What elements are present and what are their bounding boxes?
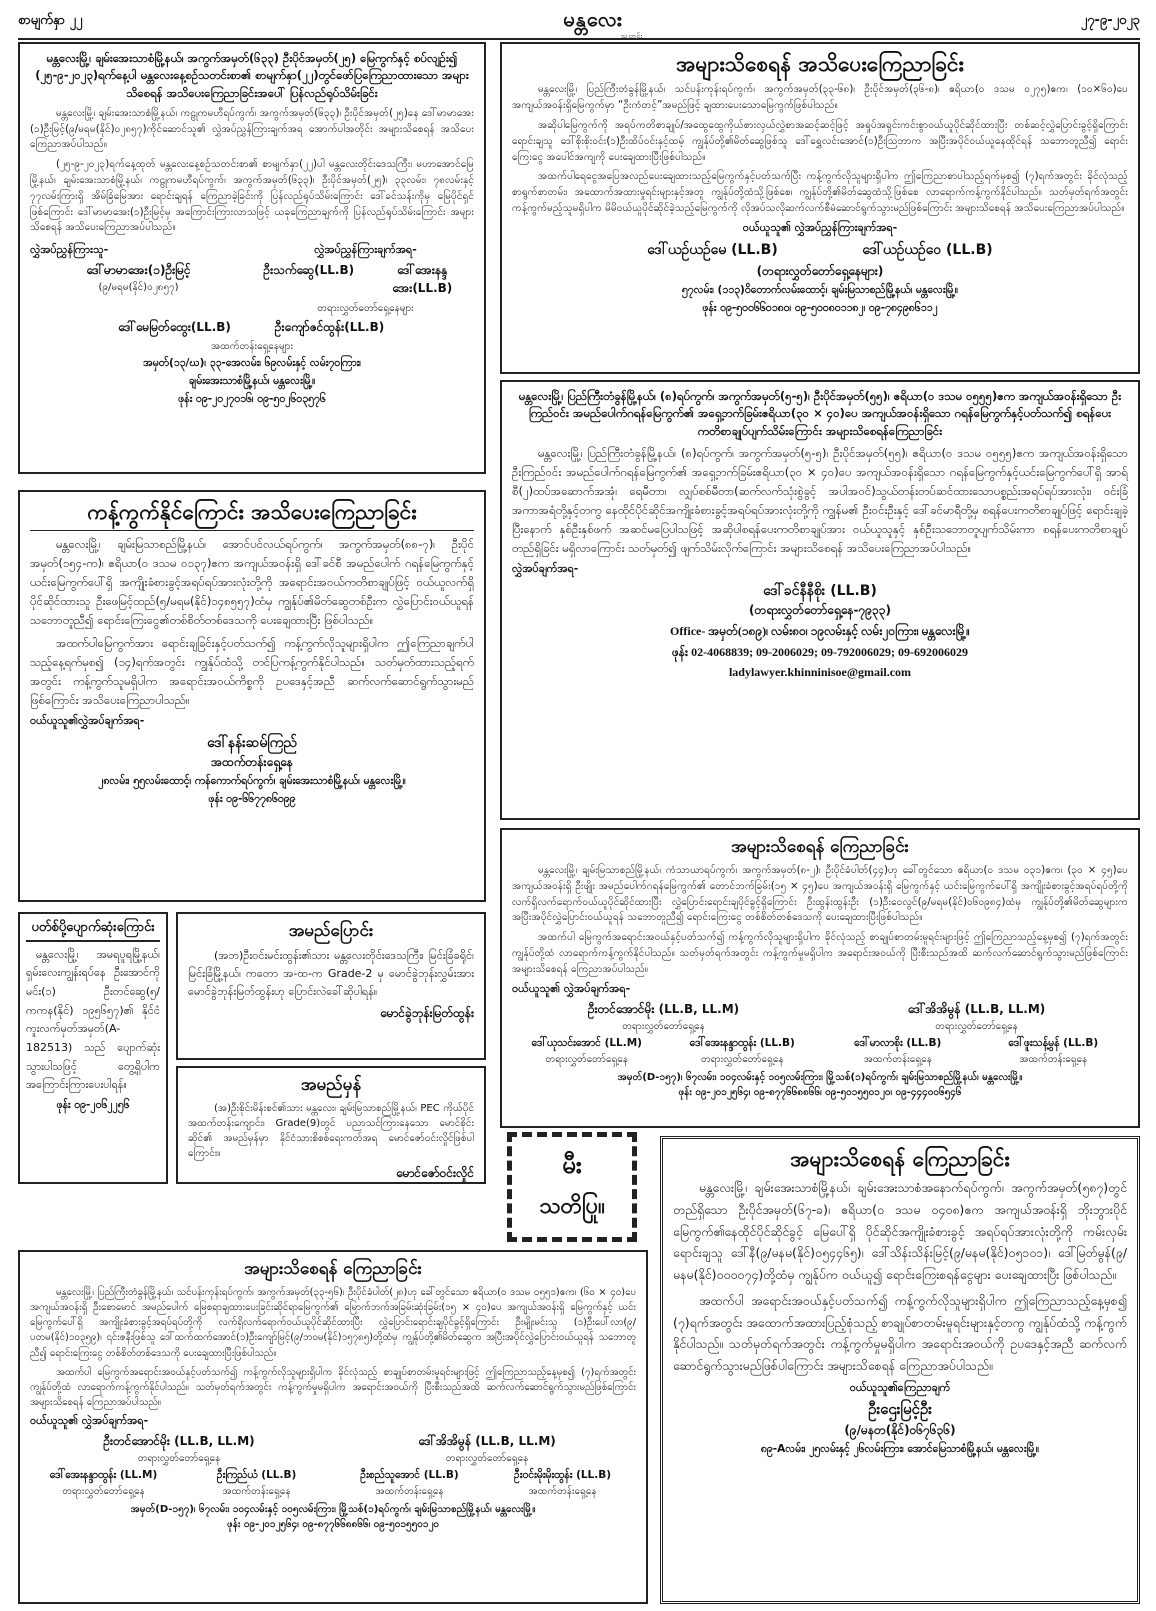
lawyer-title: အထက်တန်းရှေ့နေ: [528, 1486, 597, 1498]
phone-number: ဖုန်း ၀၉-၂၀၂၇၀၁၆၊ ၀၉-၅၀၂၆၀၃၅၇၆: [178, 393, 326, 406]
signature-label: ဝယ်ယူသူ၏ လွှဲအပ်ချက်အရ-: [30, 1414, 149, 1428]
lawyer-title: တရားလွှတ်တော်ရှေ့နေ: [701, 1053, 784, 1065]
logo-subtext: သတင်း: [620, 32, 643, 40]
notice-public-1: [500, 42, 1140, 374]
notice-contract-cancel: [500, 380, 1140, 820]
office-address: အမှတ်(D-၁၅၇)၊ ၆၇လမ်း၊ ၁၀၄လမ်းနှင့် ၁၀၅လမ်းကြား၊ မြို့သစ်(၁)ရပ်ကွက်၊ ချမ်းမြသာစည်မြို့နယ်၊ မန္တလေးမြို့။: [617, 1071, 1023, 1083]
lawyer-name: ဒေါ်အိအိမွန် (LL.B, LL.M): [418, 1434, 556, 1449]
notice-body: အထက်ပါ မြေကွက်အရောင်းအဝယ်နှင့်ပတ်သက်၍ ကန့်ကွက်လိုသူများရှိပါက ခိုင်လုံသည့် စာချုပ်စာတမ်းမူရင်းများဖြင့် ဤကြေညာသည့်နေ့မှစ၍ (၇)ရက်အတွင်း ကျွန်ုပ်တို့ထံ လာရောက်ကန့်ကွက်နိုင်ပါသည်။ သတ်မှတ်ရက်အတွင်း ကန့်ကွက်မှုမရှိပါက အရောင်းအဝယ်ကို ပြီးစီးသည်အထိ ဆက်လက်ဆောင်ရွက်သွားမည်ဖြစ်ကြောင်း အများသိစေရန် ကြေညာအပ်ပါသည်။: [30, 1366, 636, 1409]
notice-body: မန္တလေးမြို့၊ ချမ်းမြသာစည်မြို့နယ်၊ အောင်ပင်လယ်ရပ်ကွက်၊ အကွက်အမှတ်(၈၈-၇)၊ ဦးပိုင်အမှတ်(၁၅၄-က)၊ ဧရိယာ(၀ ဒသမ ၀၁၃၇)ဧက အကျယ်အဝန်းရှိ ဒေါ်ခင်စီ အမည်ပေါက် ဂရန်မြေကွက်နှင့် ယင်းမြေကွက်ပေါ်ရှိ အကျိုးခံစားခွင့်အရပ်ရပ်အားလုံးတို့ကို အရောင်းအဝယ်ကတိစာချုပ်ဖြင့် ဝယ်ယူလက်ရှိပိုင်ဆိုင်ထားသူ ဦးဖေမြင့်ထည်(၅/မရမ(နိုင်)၁၄၈၅၅၇)ထံမှ ကျွန်ုပ်၏မိတ်ဆွေတစ်ဦးက လွှဲပြောင်းဝယ်ယူရန်သဘောတူညီ၍ ရောင်းကြေးငွေ၏တစ်စိတ်တစ်ဒေသကို ပေးချေထားပြီး ဖြစ်ပါသည်။: [30, 537, 474, 628]
office-address: အမှတ်(၁၃/ဃ)၊ ၃၃-အေလမ်း၊ ၆၉လမ်းနှင့် လမ်း၇၀ကြား၊: [143, 357, 361, 370]
stamp-line: သတိပြု။: [539, 1194, 605, 1219]
lawyer-name: ဒေါ်ယုသင်းအောင် (LL.M): [531, 1036, 642, 1049]
newspaper-logo: [523, 6, 663, 40]
lawyer-title: အထက်တန်းရှေ့နေ: [211, 755, 293, 770]
lawyer-name: ဒေါ်ယဉ်ယဉ်ဝေ (LL.B): [862, 241, 993, 258]
office-address: အမှတ်(D-၁၅၇)၊ ၆၇လမ်း၊ ၁၀၄လမ်းနှင့် ၁၀၅လမ်းကြား၊ မြို့သစ်(၁)ရပ်ကွက်၊ ချမ်းမြသာစည်မြို့နယ်၊ မန္တလေးမြို့။: [130, 1504, 536, 1516]
lawyer-name: ဦးသက်ဆွေ(LL.B): [263, 263, 355, 278]
lawyer-title: တရားလွှတ်တော်ရှေ့နေ: [445, 1453, 529, 1465]
notice-retraction: [18, 42, 486, 474]
issue-date: ၂၇-၉-၂၀၂၃: [1080, 13, 1140, 28]
signature-label: ဝယ်ယူသူ၏ လွှဲအပ်ညွှန်ကြားချက်အရ-: [742, 220, 898, 234]
phone-number: ဖုန်း ၀၉-၂၀၆၂၂၅၆: [56, 1099, 130, 1112]
signatory-name: ဦးဌေးမြင့်ဦး: [868, 1399, 932, 1418]
email-address: ladylawyer.khinninisoe@gmail.com: [728, 664, 912, 679]
lawyer-name: ဒေါ်နန်းဆမ်ကြည်: [207, 735, 297, 752]
lawyer-title: တရားလွှတ်တော်ရှေ့နေ: [62, 1486, 145, 1498]
notice-title: ကန့်ကွက်နိုင်ကြောင်း အသိပေးကြေညာခြင်း: [87, 500, 417, 524]
lawyer-title: အထက်တန်းရှေ့နေ: [863, 1053, 932, 1065]
page-header: [18, 6, 1140, 40]
notice-body: မန္တလေးမြို့၊ ချမ်းမြသာစည်မြို့နယ်၊ ကံသာယာရပ်ကွက်၊ အကွက်အမှတ်(၈-၂)၊ ဦးပိုင်ခံပါတ်(၄၄)ဟု ခေါ်တွင်သော ဧရိယာ(၀ ဒသမ ၀၃၁)ဧက၊ (၃၀ × ၄၅)ပေ အကျယ်အဝန်းရှိ ဦးဖျိုး အမည်ပေါက်ဂရန်မြေကွက်၏ တောင်ဘက်ခြမ်း(၁၅ × ၄၅)ပေ အကျယ်အဝန်းရှိ မြေကွက်နှင့် ယင်းမြေကွက်ပေါ်ရှိ အကျိုးခံစားခွင့်အရပ်ရပ်တို့ကို လက်ရှိလက်ရောက်ဝယ်ယူပိုင်ဆိုင်ထားပြီး လွှဲပြောင်းရောင်းချပိုင်ခွင့်ရှိကြောင်း ဦးထွန်းထွန်းဦး (၁)ဦးဝေလွင်(၉/မရမ(နိုင်)၀၆၀၉၈၄)ထံမှ ကျွန်ုပ်တို့၏မိတ်ဆွေများက အပြီးအပိုင်လွှဲပြောင်းဝယ်ယူရန် သဘောတူညီ၍ ရောင်းကြေးငွေ တစ်စိတ်တစ်ဒေသကို ပေးချေထားပြီးဖြစ်ပါသည်။: [512, 864, 1128, 924]
signatory-name: မောင်ဇော်ဝင်းလှိုင်: [396, 1165, 474, 1180]
office-address: ၅၇လမ်း၊ (၁၁၃)ဝိတောက်လမ်းထောင့်၊ ချမ်းမြသာစည်မြို့နယ်၊ မန္တလေးမြို့။: [681, 283, 959, 296]
lawyer-name: ဦးစည်သူအောင် (LL.B): [360, 1469, 459, 1482]
notice-body: အထက်ပါမြေကွက်အား ရောင်းချခြင်းနှင့်ပတ်သက်၍ ကန့်ကွက်လိုသူများရှိပါက ဤကြေညာချက်ပါသည့်နေ့ရက်မှစ၍ (၁၄)ရက်အတွင်း ကျွန်ုပ်ထံသို့ တင်ပြကန့်ကွက်နိုင်ပါသည်။ သတ်မှတ်ထားသည့်ရက်အတွင်း ကန့်ကွက်သူမရှိပါက အရောင်းအဝယ်ကိစ္စကို ဥပဒေနှင့်အညီ ဆက်လက်ဆောင်ရွက်သွားမည်ဖြစ်ကြောင်း အသိပေးကြေညာပါသည်။: [30, 636, 474, 708]
notice-objection: [18, 490, 486, 902]
lawyer-name: ဦးကြည်ယံ (LL.B): [216, 1469, 297, 1482]
fire-caution-stamp: [507, 1132, 637, 1242]
notice-body: အထက်ပါရေငွေအပြေအလည်ပေးချေထားသည့်မြေကွက်နှင့်ပတ်သက်ပြီး ကန့်ကွက်လိုသူများရှိပါက ဤကြေညာစာပါသည့်ရက်မှစ၍ (၇)ရက်အတွင်း ခိုင်လုံသည့်စာရွက်စာတမ်း၊ အထောက်အထားမှုရင်းများနှင့်အတူ ကျွန်ုပ်တို့ထံသို့ဖြစ်စေ၊ ကျွန်ုပ်တို့၏မိတ်ဆွေထံသို့ဖြစ်စေ လာရောက်ကန့်ကွက်နိုင်ပါသည်။ သတ်မှတ်ရက်အတွင်း ကန့်ကွက်မည့်သူမရှိပါက မိမိဝယ်ယူပိုင်ဆိုင်ခဲ့သည့်မြေကွက်ကို လိုအပ်သလိုဆက်လက်စီမံဆောင်ရွက်သွားမည်ဖြစ်ကြောင်း အများသိစေရန် အသိပေးကြေညာအပ်ပါသည်။: [512, 171, 1128, 215]
notice-title: အများသိစေရန် အသိပေးကြေညာခြင်း: [676, 52, 964, 76]
signature-label: ဝယ်ယူသူ၏ လွှဲအပ်ချက်အရ-: [512, 981, 631, 995]
notice-title: အမည်ပြောင်း: [288, 921, 374, 941]
phone-number: ဖုန်း 02-4068839; 09-2006029; 09-792006029; 09-692006029: [671, 644, 969, 659]
signature-block: [30, 240, 474, 316]
notice-body: (အဘ)ဦးဝင်းမင်းထွန်း၏သား မန္တလေးတိုင်းဒေသကြီး၊ မြင်းခြံခရိုင်၊ မြင်းခြံမြို့နယ်၊ ကတော အ-ထ-က Grade-2 မှ မောင်ခွဲဘုန်းလွှမ်းအား မောင်ခွဲဘုန်းမြတ်ထွန်းဟု ပြောင်းလဲခေါ်ဆိုပါရန်။: [188, 948, 474, 999]
notice-body: အထက်ပါ မြေကွက်အရောင်းအဝယ်နှင့်ပတ်သက်၍ ကန့်ကွက်လိုသူများရှိပါက ခိုင်လုံသည့် စာချုပ်စာတမ်းမူရင်းများဖြင့် ဤကြေညာသည့်နေ့မှစ၍ (၇)ရက်အတွင်း ကျွန်ုပ်တို့ထံ လာရောက်ကန့်ကွက်နိုင်ပါသည်။ သတ်မှတ်ရက်အတွင်း ကန့်ကွက်မှုမရှိပါက အရောင်းအဝယ်ကို ပြီးစီးသည်အထိ ဆက်လက်ဆောင်ရွက်သွားမည်ဖြစ်ကြောင်း အများသိစေရန် ကြေညာအပ်ပါသည်။: [512, 932, 1128, 975]
notice-body: မန္တလေးမြို့၊ အမရပူရမြို့နယ်၊ ရှမ်းလေးကျွန်းရပ်နေ ဦးအောင်ကိုမင်း(၁) ဦးတင်ဆွေ(၅/ကကန(နိုင်) ၁၉၅၆၅၇)၏ နိုင်ငံကူးလက်မှတ်အမှတ်(A-182513) သည် ပျောက်ဆုံးသွားပါသဖြင့် တွေ့ရှိပါကအကြောင်းကြားပေးပါရန်။: [26, 947, 160, 1092]
signature-label: ဝယ်ယူသူ၏ကြေညာချက်: [849, 1380, 951, 1394]
notice-title: အမည်မှန်: [300, 1075, 362, 1095]
signatory-name: မောင်ခွဲဘုန်းမြတ်ထွန်း: [380, 1006, 474, 1021]
lawyer-title: တရားလွှတ်တော်ရှေ့နေ: [137, 1453, 221, 1465]
lawyer-name: ဒေါ်အိအိမွန် (LL.B, LL.M): [907, 1001, 1046, 1016]
notice-heading: မန္တလေးမြို့၊ ပြည်ကြီးတံခွန်မြို့နယ်၊ (၈)ရပ်ကွက်၊ အကွက်အမှတ်(၅-၅)၊ ဦးပိုင်အမှတ်(၅၅)၊ ဧရိယာ(၀ ဒသမ ၀၅၅၅)ဧက အကျယ်အဝန်းရှိသော ဦးကြည်ဝင်း အမည်ပေါက်ဂရန်မြေကွက်၏ အရှေ့ဘက်ခြမ်းဧရိယာ(၃၀ × ၄၀)ပေ အကျယ်အဝန်းရှိသော ဂရန်မြေကွက်နှင့်ပတ်သက်၍ စရန်ပေးကတိစာချုပ်ပျက်သိမ်းကြောင်း အများသိစေရန်ကြေညာခြင်း: [518, 389, 1122, 438]
lawyer-name: ဦးကျော်ဇင်ထွန်း(LL.B): [274, 320, 385, 335]
office-address: Office- အမှတ်(၁၈၉)၊ လမ်း၈၀၊ ၁၉လမ်းနှင့် လမ်း၂၀ကြား၊ မန္တလေးမြို့။: [670, 623, 970, 638]
notice-body: မန္တလေးမြို့၊ ချမ်းအေးသာစံမြို့နယ်၊ ချမ်းအေးသာစံအနောက်ရပ်ကွက်၊ အကွက်အမှတ်(၅၈၇)တွင် တည်ရှိသော ဦးပိုင်အမှတ်(၆၇-ခ)၊ ဧရိယာ(၀ ဒသမ ၀၄၀၈)ဧက အကျယ်အဝန်းရှိ ဘိုးဘွားပိုင်မြေကွက်၏နေထိုင်ပိုင်ဆိုင်ခွင့် မြေပေါ်ရှိ ပိုင်ဆိုင်အကျိုးခံစားခွင့် အရပ်ရပ်အားလုံးတို့ကို ကမ်းလှမ်းရောင်းချသူ ဒေါ်နီ(၉/မနမ(နိုင်)၀၅၄၄၆၅)၊ ဒေါ်သိန်းသိန်းမြင့်(၉/မနမ(နိုင်)၀၅၁၀၁)၊ ဒေါ်မြတ်မွန်(၉/မနမ(နိုင်)၀၀၀၀၇၄)တို့ထံမှ ကျွန်ုပ်က ဝယ်ယူ၍ ရောင်းကြေးစရန်ငွေများ ပေးချေထားပြီး ဖြစ်ပါသည်။: [673, 1180, 1127, 1283]
notice-public-4: [18, 1250, 648, 1604]
signatory-nrc: (၉/မနတ(နိုင်)၀၆၇၆၃၆): [844, 1422, 956, 1437]
office-address: ၂၈လမ်း၊ ၅၅လမ်းထောင့်၊ ကန်ကောက်ရပ်ကွက်၊ ချမ်းအေးသာစံမြို့နယ်၊ မန္တလေးမြို့။: [98, 775, 406, 788]
lawyer-title: အထက်တန်းရှေ့နေ: [375, 1486, 444, 1498]
lawyer-name: ဦးတင်အောင်မိုး (LL.B, LL.M): [587, 1001, 740, 1016]
notice-title: ပတ်စ်ပို့ပျောက်ဆုံးကြောင်း: [26, 919, 160, 942]
notice-public-3: [660, 1136, 1140, 1604]
lawyer-name: ဒေါ်အေးနန္ဒအေး(LL.B): [392, 263, 453, 296]
lawyer-title: အထက်တန်းရှေ့နေ: [222, 1486, 291, 1498]
office-address: ချမ်းအေးသာစံမြို့နယ်၊ မန္တလေးမြို့။: [188, 375, 316, 388]
notice-body: မန္တလေးမြို့၊ ချမ်းအေးသာစံမြို့နယ်၊ ကဠုကမဟီရပ်ကွက်၊ အကွက်အမှတ်(၆၃၃)၊ ဦးပိုင်အမှတ်(၂၅)နေ ဒေါ်မာမာအေး (၁)ဦးမြင့်(၉/မရမ(နိုင်)၀၂၈၅၇)ကိုင်ဆောင်သူ၏ လွှဲအပ်ညွှန်ကြားချက်အရ အောက်ပါအတိုင်း အများသိစေရန် အသိပေးကြေညာအပ်ပါသည်။: [30, 107, 474, 151]
lawyer-name: ဒေါ်ယဉ်ယဉ်မေ (LL.B): [647, 241, 778, 258]
signature-label: လွှဲအပ်ညွှန်ကြားသူ-: [30, 243, 109, 257]
phone-number: ဖုန်း ၀၉-၅၀၀၆၆၀၁၈၀၊ ၀၉-၅၀၀၈၀၁၁၈၂၊ ၀၉-၇၈၄၉၈၆၁၁၂: [702, 301, 938, 314]
notice-body: မန္တလေးမြို့၊ ပြည်ကြီးတံခွန်မြို့နယ်၊ (၈)ရပ်ကွက်၊ အကွက်အမှတ်(၅-၅)၊ ဦးပိုင်အမှတ်(၅၅)၊ ဧရိယာ(၀ ဒသမ ၀၅၅၅)ဧက အကျယ်အဝန်းရှိသော ဦးကြည်ဝင်း အမည်ပေါက်ဂရန်မြေကွက်၏ အရှေ့ဘက်ခြမ်းဧရိယာ(၃၀ × ၄၀)ပေ အကျယ်အဝန်းရှိသော ဂရန်မြေကွက်နှင့်ယင်းမြေကွက်ပေါ်ရှိ အာရ်စီ(၂)ထပ်အဆောက်အအုံ၊ ရေမီတာ၊ လျှပ်စစ်မီတာ(ဆက်လက်သုံးစွဲခွင့် အပါအဝင်)သွယ်တန်းတပ်ဆင်ထားသောပစ္စည်းအရပ်ရပ်အားလုံး၊ ဝင်းခြံအကာအရံတို့နှင့်တကွ နေထိုင်ပိုင်ဆိုင်အကျိုးခံစားခွင့်အရပ်ရပ်အားလုံးတို့ကို ကျွန်မ၏ ဦးဝင်းဦးနှင့် ဒေါ်ခင်မာရီတို့မှ စရန်ပေးကတိစာချုပ်ဖြင့် ရောင်းချခဲ့ပြီးနောက် နှစ်ဦးနှစ်ဖက် အဆင်မပြေပါသဖြင့် အဆိုပါစရန်ပေးကတိစာချုပ်အား ဝယ်ယူသူနှင့် နှစ်ဦးသဘောတူပျက်သိမ်းကာ စရန်ပေးကတိစာချုပ်တည်ရှိခြင်း မရှိလာကြောင်း သတ်မှတ်၍ ဖျက်သိမ်းလိုက်ကြောင်း အများသိစေရန် အသိပေးကြေညာအပ်ပါသည်။: [512, 445, 1128, 555]
office-address: ၈၉-Aလမ်း၊ ၂၅လမ်းနှင့် ၂၆လမ်းကြား၊ အောင်မြေသာစံမြို့နယ်၊ မန္တလေးမြို့။: [760, 1442, 1040, 1455]
lawyer-name: ဒေါ်မေမြတ်ထွေး(LL.B): [118, 320, 231, 335]
lawyer-name: ဒေါ်ဖူးသန့်မွန် (LL.B): [1008, 1036, 1099, 1049]
signature-label: လွှဲအပ်ညွှန်ကြားချက်အရ-: [314, 243, 417, 257]
phone-number: ဖုန်း ၀၉-၂၀၁၂၅၆၄၊ ၀၉-၈၇၇၆၆၈၈၆၆၊ ၀၉-၅၀၁၅၅၀၁၂၀၊ ၀၉-၄၄၄၀၀၆၅၄၆: [678, 1086, 962, 1098]
notice-body: အဆိုပါမြေကွက်ကို အရပ်ကတိစာချုပ်/အထွေထွေကိုယ်စားလှယ်လွှဲစာအဆင့်ဆင့်ဖြင့် အရှုပ်အရှင်းကင်းစွာဝယ်ယူပိုင်ဆိုင်ထားပြီး တစ်ဆင့်လွှဲပြောင်းခွင့်ရှိကြောင်း ရောင်းချသူ ဒေါ်စိုးစိုးဝင်း(၁)ဦးထိပ်ဝင်းနှင့်ထမ့် ကျွန်ုပ်တို့၏မိတ်ဆွေဖြစ်သူ ဒေါ်ရွှေလင်းအောင်(၁)ဦးသြဘာက အပြီးအပိုင်ဝယ်ယူနေထိုင်ရန် သဘောတူညီ၍ ရောင်းကြေးငွေ အပေါင်အကျကို ပေးချေထားပြီးဖြစ်ပါသည်။: [512, 119, 1128, 163]
signature-label: ဝယ်ယူသူ၏လွှဲအပ်ချက်အရ-: [30, 714, 145, 728]
lawyer-name: ဒေါ်အေးနန္ဒာထွန်း (LL.B): [689, 1036, 795, 1049]
notice-passport-lost: [18, 912, 168, 1184]
notice-public-2: [500, 828, 1140, 1128]
lawyer-name: ဒေါ်ခင်နီနီစိုး (LL.B): [763, 582, 877, 599]
lawyer-name: ဒေါ်မာလာစိုး (LL.B): [854, 1036, 942, 1049]
lawyer-title: တရားလွှတ်တော်ရှေ့နေ: [622, 1020, 705, 1032]
lawyer-name: ဒေါ်အေးနန္ဒာထွန်း (LL.M): [49, 1469, 158, 1482]
notice-title: အများသိစေရန် ကြေညာခြင်း: [731, 837, 909, 857]
notice-heading: မန္တလေးမြို့၊ ချမ်းအေးသာစံမြို့နယ်၊ အကွက်အမှတ်(၆၃၃) ဦးပိုင်အမှတ်(၂၅) မြေကွက်နှင့် စပ်လျဉ်း၍ (၂၅-၉-၂၀၂၃)ရက်နေ့ပါ မန္တလေးနေ့စဉ်သတင်းစာ၏ စာမျက်နှာ(၂၂)တွင်ဖော်ပြကြေညာထားသော အများသိစေရန် အသိပေးကြေညာခြင်းအပေါ် ပြန်လည်ရုပ်သိမ်းခြင်း: [35, 51, 469, 100]
notice-body: (၂၅-၉-၂၀၂၃)ရက်နေ့ထုတ် မန္တလေးနေ့စဉ်သတင်းစာ၏ စာမျက်နှာ(၂၂)ပါ မန္တလေးတိုင်းဒေသကြီး၊ မဟာအောင်မြေမြို့နယ်၊ ချမ်းအေးသာစံမြို့နယ်၊ ကဠုကမဟီရပ်ကွက်၊ အကွက်အမှတ်(၆၃၃)၊ ဦးပိုင်အမှတ်(၂၅)၊ ၃၃လမ်း၊ ၇၈လမ်းနှင့် ၇၇လမ်းကြားရှိ အိမ်ခြံမြေအား ရောင်းချရန် ကြေညာခဲ့ခြင်းကို ပြန်လည်ရုပ်သိမ်းကြောင်း ဒေါ်ခင်သန်းကိုမှ မြေပိုင်ရှင်ဖြစ်ကြောင်း ဒေါ်မာမာအေး(၁)ဦးမြင့်မှ အကြောင်းကြားလာသဖြင့် ယခုကြေညာချက်ကို ပြန်လည်ရုပ်သိမ်းကြောင်း အများသိစေရန် အသိပေးကြေညာအပ်ပါသည်။: [30, 159, 474, 234]
notice-title: အများသိစေရန် ကြေညာခြင်း: [244, 1259, 422, 1279]
phone-number: ဖုန်း ၀၉-၆၆၇၇၈၆၀၉၉: [208, 793, 296, 806]
signatory-name: ဒေါ်မာမာအေး(၁)ဦးမြင့်: [86, 263, 191, 278]
notice-body: မန္တလေးမြို့၊ ပြည်ကြီးတံခွန်မြို့နယ်၊ သင်ပန်းကုန်းရပ်ကွက်၊ အကွက်အမှတ်(၃၃-၅၆)၊ ဦးပိုင်ခံပါတ်(၂၈)ဟု ခေါ်တွင်သော ဧရိယာ(၀ ဒသမ ၀၅၅၁)ဧက၊ (၆၀ × ၄၀)ပေ အကျယ်အဝန်းရှိ ဦးစောမောင် အမည်ပေါက် မြေစရာချထားပေးခြင်းဆိုင်ရာမြေကွက်၏ မြောက်ဘက်အခြမ်းဆုံးခြမ်း(၁၅ × ၄၀)ပေ အကျယ်အဝန်းရှိ မြေကွက်နှင့် ယင်းမြေကွက်ပေါ်ရှိ အကျိုးခံစားခွင့်အရပ်ရပ်တို့ကို လက်ရှိလက်ရောက်ဝယ်ယူပိုင်ဆိုင်ထားပြီး လွှဲပြောင်းရောင်းချပိုင်ခွင့်ရှိကြောင်း ဦးမျိုးမင်းသူ (၁)ဦးပေါ်လာ(၉/ပတမ(နိုင်)၁၀၃၅၉)၊ ၎င်းဇနီးဖြစ်သူ ဒေါ်ထက်ထက်အောင်(၁)ဦးကျော်မြင့်(၉/ဘဝမ(နိုင်)၁၅၇၈၅)တို့ထံမှ ကျွန်ုပ်တို့၏မိတ်ဆွေက အပြီးအပိုင်လွှဲပြောင်းဝယ်ယူရန် သဘောတူညီ၍ ရောင်းကြေးငွေ တစ်စိတ်တစ်ဒေသကို ပေးချေထားပြီးဖြစ်ပါသည်။: [30, 1286, 636, 1359]
signatory-nrc: (၉/မရမ(နိုင်)၀၂၈၅၇): [98, 282, 179, 294]
lawyer-title: တရားလွှတ်တော်ရှေ့နေများ: [317, 303, 414, 315]
notice-body: (အ)ဦးစိုင်းမိန်းစင်၏သား မန္တလေး၊ ချမ်းမြသာစည်မြို့နယ်၊ PEC ကိုယ်ပိုင်အထက်တန်းကျောင်း၊ Grade(9)တွင် ပညာသင်ကြားနေသော မောင်စိုင်းဆိုင်၏ အမည်မှန်မှာ နိုင်ငံသားစိစစ်ရေးကတ်အရ မောင်ဇော်ဝင်းလှိုင်ဖြစ်ပါကြောင်း။: [188, 1102, 474, 1159]
lawyer-name: ဦးဝင်းမိုးမိုးထွန်း (LL.B): [513, 1469, 612, 1482]
phone-number: ဖုန်း ၀၉-၂၀၁၂၅၆၄၊ ၀၉-၈၇၇၆၆၈၈၆၆၊ ၀၉-၅၀၁၅၅၀၁၂၀: [227, 1519, 439, 1531]
lawyer-title: အထက်တန်းရှေ့နေများ: [210, 341, 293, 353]
notice-correct-name: [176, 1066, 486, 1184]
lawyer-title: တရားလွှတ်တော်ရှေ့နေ: [545, 1053, 628, 1065]
lawyer-title: တရားလွှတ်တော်ရှေ့နေ: [935, 1020, 1018, 1032]
notice-body: အထက်ပါ အရောင်းအဝယ်နှင့်ပတ်သက်၍ ကန့်ကွက်လိုသူများရှိပါက ဤကြေညာသည့်နေ့မှစ၍ (၇)ရက်အတွင်း အထောက်အထားပြည့်စုံသည့် စာချုပ်စာတမ်းမူရင်းများနှင့်တကွ ကျွန်ုပ်ထံသို့ ကန့်ကွက်နိုင်ပါသည်။ သတ်မှတ်ရက်အတွင်း ကန့်ကွက်မှုမရှိပါက အရောင်းအဝယ်ကို ဥပဒေနှင့်အညီ ဆက်လက်ဆောင်ရွက်သွားမည်ဖြစ်ပါကြောင်း အများသိစေရန် ကြေညာအပ်ပါသည်။: [673, 1292, 1127, 1373]
stamp-line: မီး: [562, 1151, 582, 1179]
signature-label: လွှဲအပ်ချက်အရ-: [512, 561, 579, 575]
logo-text: မန္တလေး: [563, 7, 623, 31]
notice-title: အများသိစေရန် ကြေညာခြင်း: [790, 1147, 1010, 1171]
lawyer-title: (တရားလွှတ်တော်ရှေ့နေများ): [756, 263, 884, 278]
lawyer-title: အထက်တန်းရှေ့နေ: [1019, 1053, 1088, 1065]
notice-body: မန္တလေးမြို့၊ ပြည်ကြီးတံခွန်မြို့နယ်၊ သင်ပန်းကုန်းရပ်ကွက်၊ အကွက်အမှတ်(၃၃-၆၈)၊ ဦးပိုင်အမှတ်(၃၆-၈)၊ ဧရိယာ(၀ ဒသမ ၀၂၇၅)ဧက၊ (၁၀×၆၀)ပေ အကျယ်အဝန်းရှိမြေကွက်မှာ “ဦးကံတင့်”အမည်ဖြင့် ချထားပေးသောမြေကွက်ဖြစ်ပါသည်။: [512, 84, 1128, 112]
lawyer-title: (တရားလွှတ်တော်ရှေ့နေ-၇၉၃၃): [749, 602, 891, 617]
lawyer-name: ဦးတင်အောင်မိုး (LL.B, LL.M): [103, 1434, 255, 1449]
notice-name-change: [176, 912, 486, 1060]
page-number: စာမျက်နှာ ၂၂: [18, 13, 83, 28]
